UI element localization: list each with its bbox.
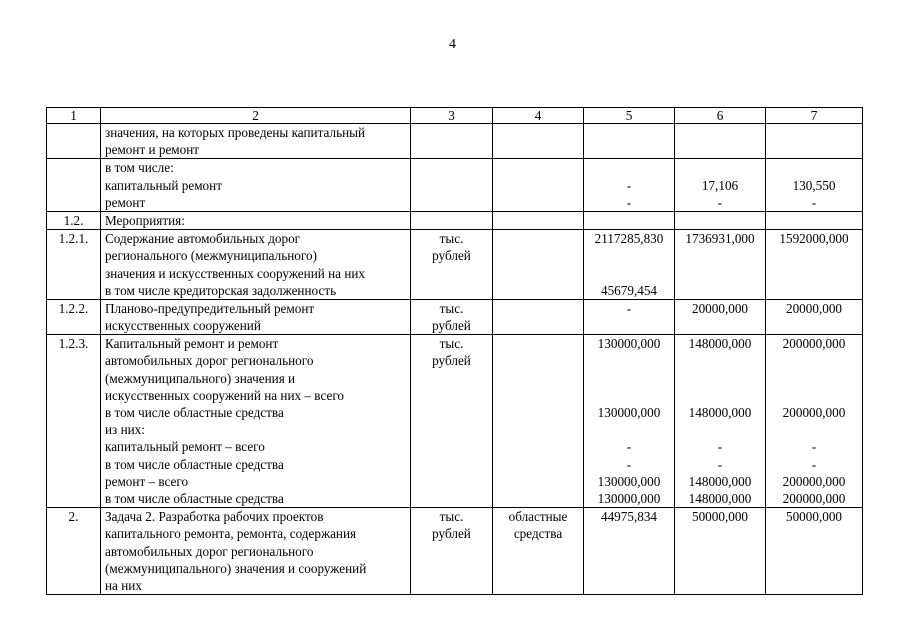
cell-line — [770, 387, 858, 404]
row-number-cell — [47, 299, 101, 334]
cell-line: на них — [105, 577, 142, 593]
cell-line: 148000,000 — [688, 490, 752, 506]
value-col5-cell — [584, 211, 675, 229]
cell-line: 50000,000 — [691, 509, 749, 525]
cell-line: автомобильных дорог регионального — [105, 353, 314, 369]
source-cell — [493, 508, 584, 595]
source-cell — [493, 211, 584, 229]
cell-line: 20000,000 — [785, 300, 843, 316]
budget-table — [46, 107, 863, 595]
description-cell — [101, 211, 411, 229]
cell-line: 45679,454 — [600, 282, 658, 298]
table-row — [47, 508, 863, 595]
cell-line — [588, 387, 670, 404]
cell-line: в том числе кредиторская задолженность — [105, 282, 337, 298]
row-number-cell — [47, 159, 101, 212]
cell-line: - — [626, 177, 632, 193]
value-col5-cell — [584, 124, 675, 159]
source-cell — [493, 124, 584, 159]
cell-line: Мероприятия: — [105, 212, 185, 228]
cell-line: рублей — [432, 248, 471, 264]
cell-line: 148000,000 — [688, 473, 752, 489]
cell-line: ремонт и ремонт — [105, 142, 200, 158]
cell-line — [679, 352, 761, 369]
cell-line: - — [626, 300, 632, 316]
table-row — [47, 159, 863, 212]
row-number-cell — [47, 508, 101, 595]
cell-line: Планово-предупредительный ремонт — [105, 300, 315, 316]
cell-line: - — [717, 456, 723, 472]
cell-line: рублей — [432, 318, 471, 334]
cell-line: - — [811, 194, 817, 210]
cell-line: 50000,000 — [785, 509, 843, 525]
cell-line: 1.2.2. — [58, 300, 89, 316]
cell-line: (межмуниципального) значения и сооружений — [105, 560, 367, 576]
unit-cell — [411, 335, 493, 508]
cell-line: 200000,000 — [782, 490, 846, 506]
cell-line: 130000,000 — [597, 336, 661, 352]
cell-line — [770, 352, 858, 369]
cell-line: 1592000,000 — [779, 231, 849, 247]
cell-line: регионального (межмуниципального) — [105, 248, 317, 264]
table-row — [47, 124, 863, 159]
cell-line — [588, 159, 670, 176]
row-number-cell — [47, 230, 101, 300]
column-header: 3 — [411, 108, 493, 124]
cell-line: средства — [513, 526, 563, 542]
cell-line — [588, 421, 670, 438]
cell-line: - — [811, 456, 817, 472]
value-col5-cell — [584, 230, 675, 300]
cell-line — [588, 352, 670, 369]
cell-line: тыс. — [439, 336, 464, 352]
cell-line: областные — [508, 509, 568, 525]
source-cell — [493, 230, 584, 300]
value-col7-cell — [766, 124, 863, 159]
cell-line: 130,550 — [792, 177, 836, 193]
cell-line: в том числе: — [105, 160, 174, 176]
row-number-cell — [47, 335, 101, 508]
page-number: 4 — [449, 37, 456, 52]
cell-line — [679, 370, 761, 387]
table-row — [47, 299, 863, 334]
column-header: 2 — [101, 108, 411, 124]
cell-line: 148000,000 — [688, 405, 752, 420]
cell-line: в том числе областные средства — [105, 456, 284, 472]
cell-line: 130000,000 — [597, 405, 661, 420]
table-row — [47, 230, 863, 300]
cell-line: капитальный ремонт – всего — [105, 439, 265, 455]
value-col6-cell — [675, 508, 766, 595]
cell-line: 1.2. — [63, 212, 84, 228]
table-row — [47, 335, 863, 508]
value-col7-cell — [766, 299, 863, 334]
value-col6-cell — [675, 211, 766, 229]
source-cell — [493, 335, 584, 508]
cell-line: - — [811, 439, 817, 455]
column-header: 6 — [675, 108, 766, 124]
value-col5-cell — [584, 159, 675, 212]
description-cell — [101, 335, 411, 508]
column-header: 5 — [584, 108, 675, 124]
cell-line — [679, 421, 761, 438]
cell-line: капитального ремонта, ремонта, содержания — [105, 526, 357, 542]
cell-line: искусственных сооружений на них – всего — [105, 387, 344, 403]
cell-line: рублей — [432, 526, 471, 542]
cell-line: 1736931,000 — [685, 231, 755, 247]
cell-line: значения, на которых проведены капитальный — [105, 125, 366, 140]
value-col7-cell — [766, 335, 863, 508]
cell-line: 1.2.1. — [58, 231, 89, 247]
value-col7-cell — [766, 230, 863, 300]
unit-cell — [411, 508, 493, 595]
cell-line — [679, 159, 761, 176]
cell-line — [770, 421, 858, 438]
cell-line — [679, 387, 761, 404]
cell-line — [588, 247, 670, 264]
value-col6-cell — [675, 335, 766, 508]
cell-line: 200000,000 — [782, 336, 846, 352]
cell-line: (межмуниципального) значения и — [105, 370, 296, 386]
value-col7-cell — [766, 508, 863, 595]
column-header: 1 — [47, 108, 101, 124]
value-col5-cell — [584, 335, 675, 508]
unit-cell — [411, 299, 493, 334]
cell-line: ремонт – всего — [105, 473, 189, 489]
cell-line — [770, 159, 858, 176]
cell-line: в том числе областные средства — [105, 405, 284, 420]
cell-line: - — [717, 194, 723, 210]
cell-line: Задача 2. Разработка рабочих проектов — [105, 509, 324, 525]
cell-line: - — [626, 456, 632, 472]
cell-line: 20000,000 — [691, 300, 749, 316]
cell-line: 148000,000 — [688, 336, 752, 352]
column-header: 4 — [493, 108, 584, 124]
cell-line: - — [717, 439, 723, 455]
cell-line: из них: — [105, 422, 145, 438]
cell-line: искусственных сооружений — [105, 318, 261, 334]
cell-line: 200000,000 — [782, 405, 846, 420]
cell-line: 130000,000 — [597, 490, 661, 506]
source-cell — [493, 299, 584, 334]
cell-line: Капитальный ремонт и ремонт — [105, 336, 279, 352]
value-col7-cell — [766, 211, 863, 229]
cell-line: тыс. — [439, 231, 464, 247]
unit-cell — [411, 230, 493, 300]
cell-line: ремонт — [105, 194, 146, 210]
unit-cell — [411, 124, 493, 159]
cell-line: 44975,834 — [600, 509, 658, 525]
value-col7-cell — [766, 159, 863, 212]
cell-line: 2117285,830 — [594, 231, 664, 247]
description-cell — [101, 230, 411, 300]
description-cell — [101, 159, 411, 212]
cell-line: 200000,000 — [782, 473, 846, 489]
description-cell — [101, 299, 411, 334]
cell-line: рублей — [432, 353, 471, 369]
table-header-row — [47, 108, 863, 124]
unit-cell — [411, 159, 493, 212]
row-number-cell — [47, 124, 101, 159]
cell-line: автомобильных дорог регионального — [105, 543, 314, 559]
cell-line: 130000,000 — [597, 473, 661, 489]
source-cell — [493, 159, 584, 212]
cell-line: в том числе областные средства — [105, 490, 284, 506]
cell-line: - — [626, 194, 632, 210]
cell-line: тыс. — [439, 300, 464, 316]
value-col5-cell — [584, 508, 675, 595]
cell-line: значения и искусственных сооружений на них — [105, 265, 366, 281]
value-col5-cell — [584, 299, 675, 334]
value-col6-cell — [675, 159, 766, 212]
cell-line: капитальный ремонт — [105, 177, 222, 193]
cell-line — [588, 370, 670, 387]
cell-line: Содержание автомобильных дорог — [105, 231, 301, 247]
cell-line — [770, 370, 858, 387]
cell-line: тыс. — [439, 509, 464, 525]
value-col6-cell — [675, 230, 766, 300]
unit-cell — [411, 211, 493, 229]
cell-line: - — [626, 439, 632, 455]
cell-line: 1.2.3. — [58, 336, 89, 352]
cell-line — [588, 265, 670, 282]
description-cell — [101, 508, 411, 595]
value-col6-cell — [675, 124, 766, 159]
cell-line: 2. — [68, 509, 79, 525]
column-header: 7 — [766, 108, 863, 124]
table-row — [47, 211, 863, 229]
row-number-cell — [47, 211, 101, 229]
description-cell — [101, 124, 411, 159]
value-col6-cell — [675, 299, 766, 334]
cell-line: 17,106 — [701, 177, 739, 193]
